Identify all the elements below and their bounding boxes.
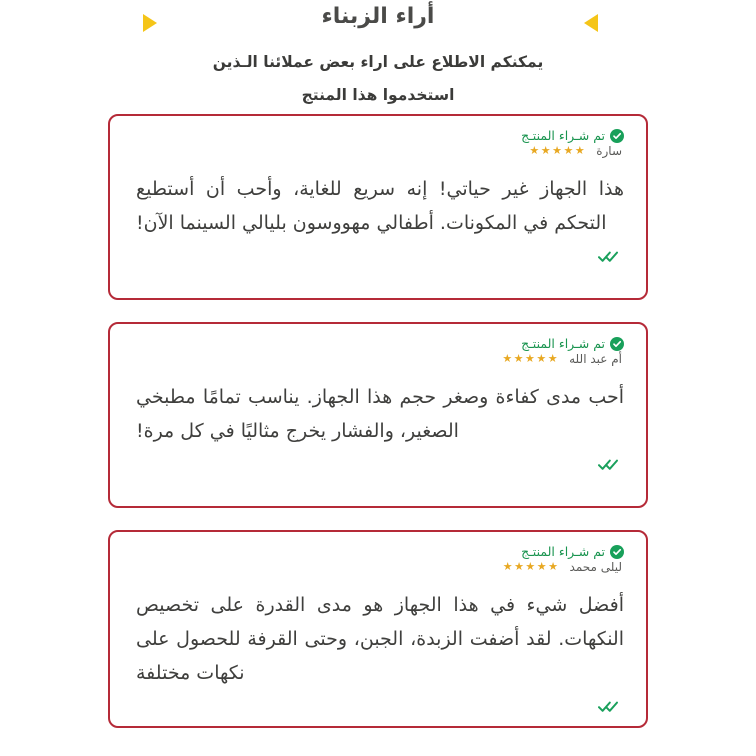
star-rating: ★★★★★	[502, 560, 560, 573]
verified-purchase-row	[140, 128, 624, 143]
subtitle-line-1: يمكنكم الاطلاع على اراء بعض عملائنا الـذين	[212, 53, 544, 71]
reviews-header	[0, 0, 756, 112]
verified-check-icon	[610, 129, 624, 143]
subtitle-line-2: استخدموا هذا المنتج	[301, 86, 455, 104]
review-card	[108, 114, 648, 300]
double-check-icon	[132, 454, 624, 470]
reviews-list	[0, 114, 756, 750]
verified-purchase-label: تم شـراء المنتـج	[521, 544, 605, 559]
double-check-icon	[132, 696, 624, 712]
title-row	[0, 0, 756, 36]
verified-check-icon	[610, 337, 624, 351]
review-text: أحب مدى كفاءة وصغر حجم هذا الجهاز. يناسب تمامًا مطبخي الصغير، والفشار يخرج مثاليًا في كل مرة!	[136, 386, 624, 442]
review-card-header	[132, 336, 624, 366]
review-card-header	[132, 544, 624, 574]
star-rating: ★★★★★	[529, 144, 587, 157]
reviewer-name: أم عبد الله	[569, 352, 622, 366]
verified-purchase-row	[140, 544, 624, 559]
star-rating: ★★★★★	[502, 352, 560, 365]
reviewer-name: ليلى محمد	[569, 560, 622, 574]
reviewer-name: سارة	[596, 144, 622, 158]
review-text: هذا الجهاز غير حياتي! إنه سريع للغاية، وأحب أن أستطيع التحكم في المكونات. أطفالي مهووسون بليالي السينما الآن!	[136, 178, 624, 234]
page-title: أراء الزبناء	[321, 4, 435, 29]
verified-purchase-row	[140, 336, 624, 351]
reviews-subtitle	[0, 46, 756, 112]
rating-row	[140, 560, 624, 574]
verified-purchase-label: تم شـراء المنتـج	[521, 128, 605, 143]
review-text: أفضل شيء في هذا الجهاز هو مدى القدرة على تخصيص النكهات. لقد أضفت الزبدة، الجبن، وحتى القرفة للحصول على نكهات مختلفة	[136, 594, 624, 684]
rating-row	[140, 352, 624, 366]
review-card	[108, 530, 648, 728]
verified-check-icon	[610, 545, 624, 559]
double-check-icon	[132, 246, 624, 262]
verified-purchase-label: تم شـراء المنتـج	[521, 336, 605, 351]
rating-row	[140, 144, 624, 158]
review-card	[108, 322, 648, 508]
triangle-left-icon	[584, 14, 598, 32]
review-card-header	[132, 128, 624, 158]
